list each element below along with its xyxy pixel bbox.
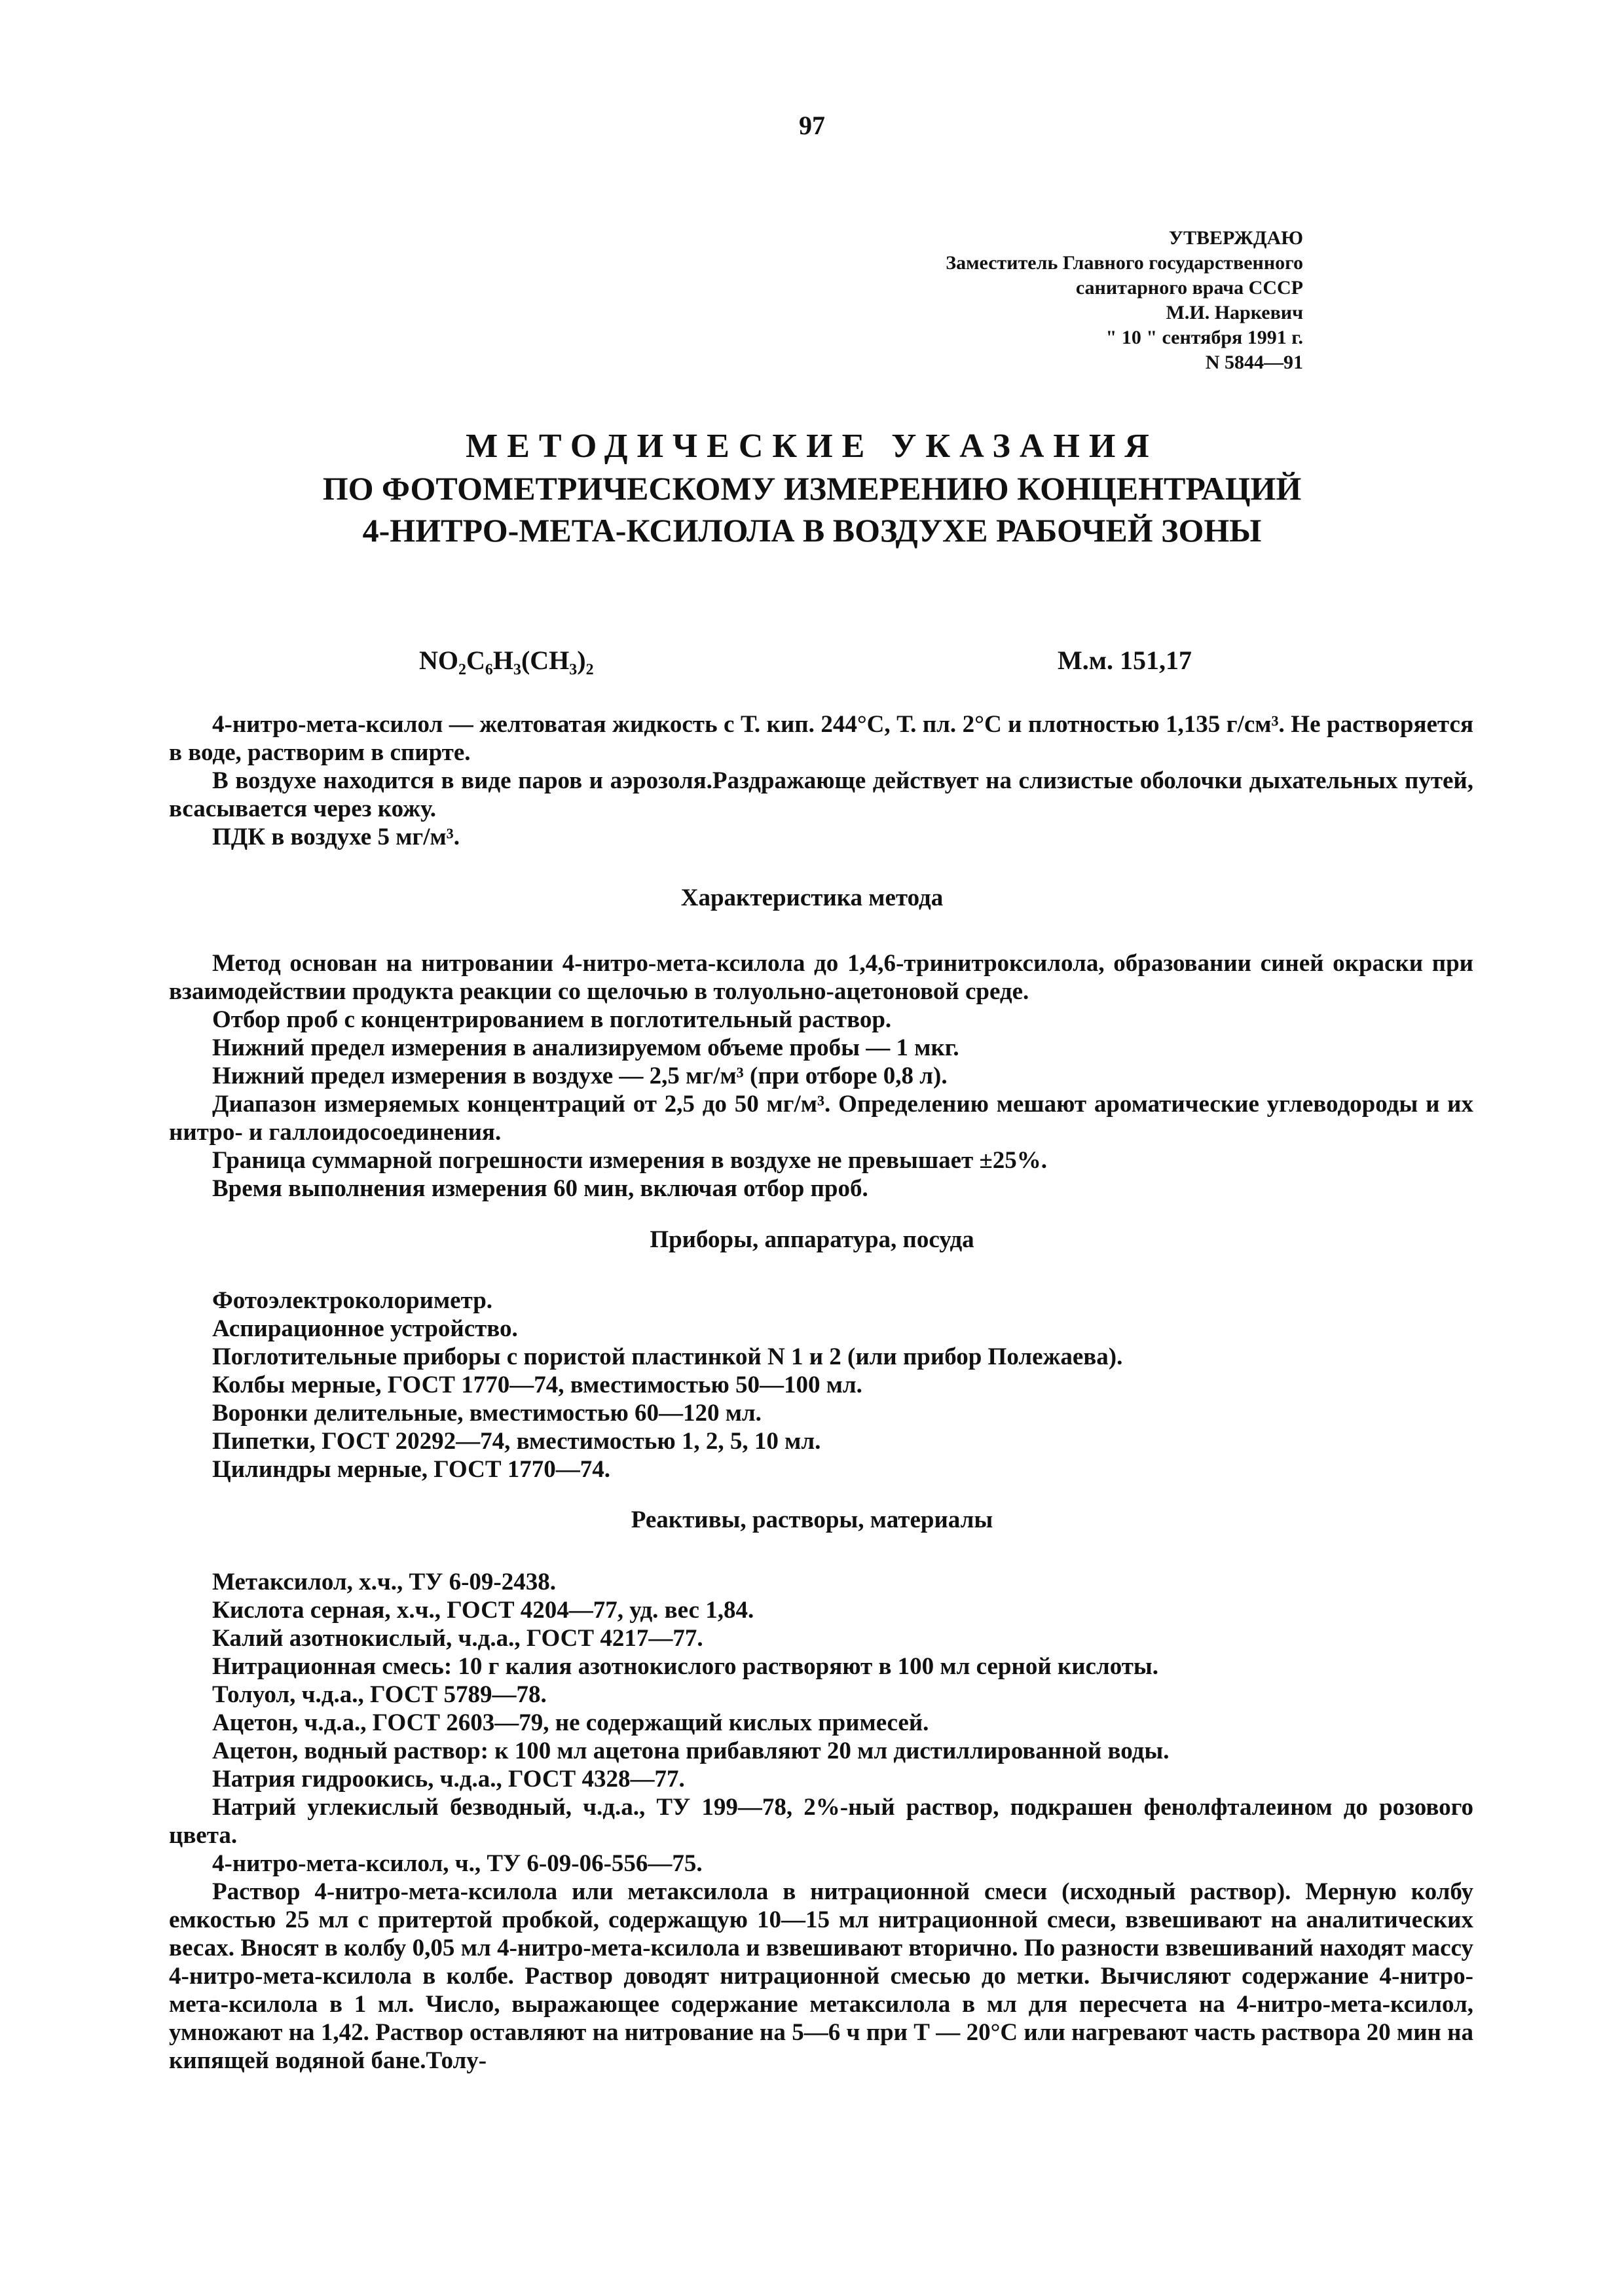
method-paragraph: Время выполнения измерения 60 мин, включая отбор проб. bbox=[212, 1175, 868, 1202]
equipment-item: Цилиндры мерные, ГОСТ 1770—74. bbox=[212, 1456, 611, 1483]
equipment-item: Аспирационное устройство. bbox=[212, 1315, 518, 1342]
reagent-item: Калий азотнокислый, ч.д.а., ГОСТ 4217—77. bbox=[212, 1625, 703, 1652]
method-paragraph: Нижний предел измерения в анализируемом объеме пробы — 1 мкг. bbox=[212, 1034, 959, 1061]
reagent-item: Раствор 4-нитро-мета-ксилола или метаксилола в нитрационной смеси (исходный раствор). Мерную колбу емкостью 25 мл с притертой пробкой, содержащую 10—15 мл нитрационной смеси, взвешивают на аналитических весах. Вносят в колбу 0,05 мл 4-нитро-мета-ксилола и взвешивают вторично. По разности взвешиваний находят массу 4-нитро-мета-ксилола в колбе. Раствор доводят нитрационной смесью до метки. Вычисляют содержание 4-нитро-мета-ксилола в 1 мл. Число, выражающее содержание метаксилола в мл для пересчета на 4-нитро-мета-ксилол, умножают на 1,42. Раствор оставляют на нитрование на 5—6 ч при Т — 20°С или нагревают часть раствора 20 мин на кипящей водяной бане.Толу- bbox=[169, 1878, 1473, 2074]
reagents-block bbox=[169, 1568, 1473, 2075]
section-heading-equipment: Приборы, аппаратура, посуда bbox=[650, 1226, 974, 1253]
chemical-formula: NO₂C₆H₃(CH₃)₂ bbox=[419, 646, 594, 675]
intro-block bbox=[169, 710, 1473, 851]
approval-date: " 10 " сентября 1991 г. bbox=[1105, 327, 1303, 348]
reagent-item: Натрия гидроокись, ч.д.а., ГОСТ 4328—77. bbox=[212, 1766, 685, 1793]
page-number: 97 bbox=[799, 111, 825, 140]
molar-mass: М.м. 151,17 bbox=[1058, 646, 1192, 675]
method-block bbox=[169, 949, 1473, 1203]
intro-paragraph: В воздухе находится в виде паров и аэрозоля.Раздражающе действует на слизистые оболочки дыхательных путей, всасывается через кожу. bbox=[169, 767, 1473, 822]
reagent-item: Ацетон, ч.д.а., ГОСТ 2603—79, не содержащий кислых примесей. bbox=[212, 1709, 929, 1736]
section-heading-reagents: Реактивы, растворы, материалы bbox=[631, 1506, 993, 1533]
reagent-item: Толуол, ч.д.а., ГОСТ 5789—78. bbox=[212, 1681, 547, 1708]
equipment-item: Колбы мерные, ГОСТ 1770—74, вместимостью 50—100 мл. bbox=[212, 1372, 862, 1398]
reagent-item: Нитрационная смесь: 10 г калия азотнокислого растворяют в 100 мл серной кислоты. bbox=[212, 1653, 1159, 1680]
approval-heading: УТВЕРЖДАЮ bbox=[1168, 227, 1303, 249]
approval-position-line1: Заместитель Главного государственного bbox=[946, 252, 1303, 274]
approval-number: N 5844—91 bbox=[1205, 352, 1303, 373]
reagent-item: Метаксилол, х.ч., ТУ 6-09-2438. bbox=[212, 1569, 556, 1595]
title-line-3: 4-НИТРО-МЕТА-КСИЛОЛА В ВОЗДУХЕ РАБОЧЕЙ ЗОНЫ bbox=[362, 512, 1262, 549]
reagent-item: 4-нитро-мета-ксилол, ч., ТУ 6-09-06-556—75. bbox=[212, 1850, 703, 1877]
approval-name: М.И. Наркевич bbox=[1166, 302, 1303, 323]
approval-position-line2: санитарного врача СССР bbox=[1075, 277, 1303, 299]
formula-row bbox=[419, 645, 1192, 676]
reagent-item: Ацетон, водный раствор: к 100 мл ацетона прибавляют 20 мл дистиллированной воды. bbox=[212, 1738, 1170, 1764]
equipment-item: Поглотительные приборы с пористой пластинкой N 1 и 2 (или прибор Полежаева). bbox=[212, 1343, 1123, 1370]
title-line-1: МЕТОДИЧЕСКИЕ УКАЗАНИЯ bbox=[466, 428, 1158, 465]
title-line-2: ПО ФОТОМЕТРИЧЕСКОМУ ИЗМЕРЕНИЮ КОНЦЕНТРАЦИЙ bbox=[322, 470, 1302, 507]
equipment-item: Пипетки, ГОСТ 20292—74, вместимостью 1, 2, 5, 10 мл. bbox=[212, 1428, 821, 1455]
method-paragraph: Отбор проб с концентрированием в поглотительный раствор. bbox=[212, 1006, 892, 1033]
method-paragraph: Метод основан на нитровании 4-нитро-мета-ксилола до 1,4,6-тринитроксилола, образовании синей окраски при взаимодействии продукта реакции со щелочью в толуольно-ацетоновой среде. bbox=[169, 950, 1473, 1005]
intro-paragraph: ПДК в воздухе 5 мг/м³. bbox=[212, 824, 460, 850]
equipment-item: Воронки делительные, вместимостью 60—120 мл. bbox=[212, 1400, 762, 1427]
equipment-block bbox=[169, 1286, 1473, 1484]
reagent-item: Натрий углекислый безводный, ч.д.а., ТУ 199—78, 2%-ный раствор, подкрашен фенолфталеином до розового цвета. bbox=[169, 1794, 1473, 1849]
equipment-item: Фотоэлектроколориметр. bbox=[212, 1287, 493, 1314]
section-heading-method: Характеристика метода bbox=[680, 884, 944, 911]
intro-paragraph: 4-нитро-мета-ксилол — желтоватая жидкость с Т. кип. 244°С, Т. пл. 2°С и плотностью 1,135 г/см³. Не растворяется в воде, растворим в спирте. bbox=[169, 711, 1473, 766]
method-paragraph: Нижний предел измерения в воздухе — 2,5 мг/м³ (при отборе 0,8 л). bbox=[212, 1063, 948, 1089]
method-paragraph: Диапазон измеряемых концентраций от 2,5 до 50 мг/м³. Определению мешают ароматические углеводороды и их нитро- и галлоидосоединения. bbox=[169, 1091, 1473, 1146]
method-paragraph: Граница суммарной погрешности измерения в воздухе не превышает ±25%. bbox=[212, 1147, 1048, 1174]
approval-block bbox=[946, 226, 1303, 375]
document-title bbox=[0, 426, 1624, 551]
reagent-item: Кислота серная, х.ч., ГОСТ 4204—77, уд. вес 1,84. bbox=[212, 1597, 754, 1624]
